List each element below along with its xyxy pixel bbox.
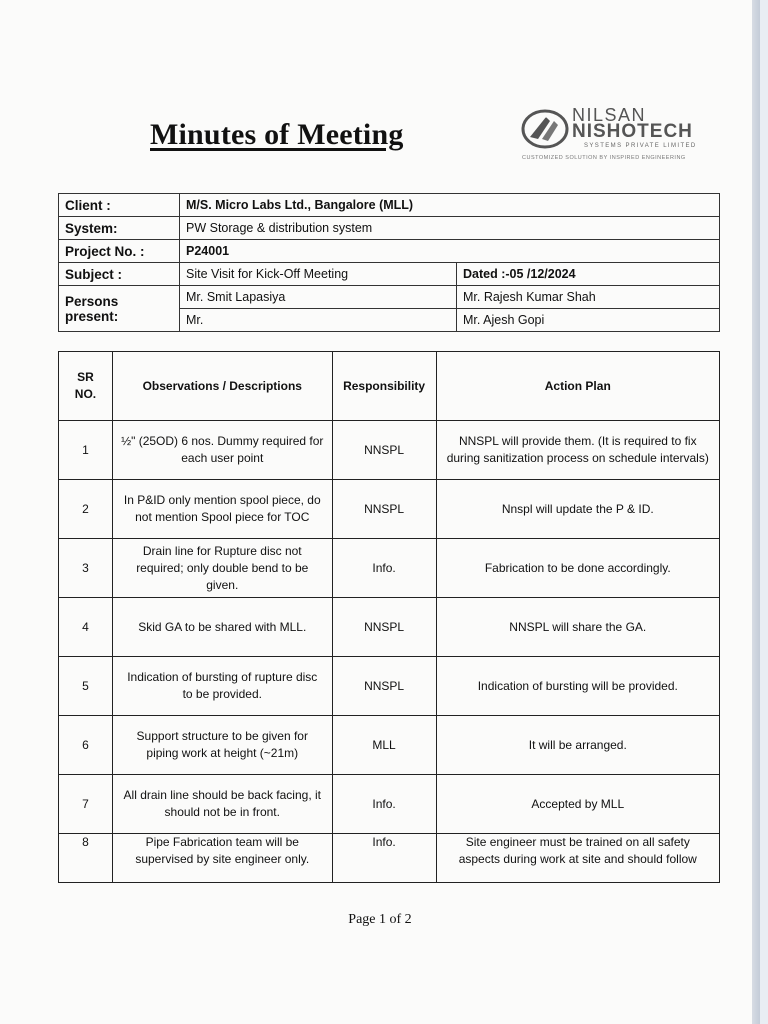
- table-row: [59, 657, 720, 716]
- subject-value: Site Visit for Kick-Off Meeting: [180, 263, 457, 286]
- project-value: P24001: [180, 240, 720, 263]
- row-action: Site engineer must be trained on all safety aspects during work at site and should follow: [436, 834, 719, 883]
- row-action: NNSPL will share the GA.: [436, 598, 719, 657]
- row-observation: All drain line should be back facing, it should not be in front.: [112, 775, 332, 834]
- person-name: Mr. Ajesh Gopi: [457, 309, 720, 332]
- row-observation: Drain line for Rupture disc not required; only double bend to be given.: [112, 539, 332, 598]
- person-name: Mr.: [180, 309, 457, 332]
- system-value: PW Storage & distribution system: [180, 217, 720, 240]
- header-sr-no: SR NO.: [59, 352, 113, 421]
- info-row-persons-1: [59, 286, 720, 309]
- logo-emblem-icon: [520, 107, 570, 151]
- system-label: System:: [59, 217, 180, 240]
- row-observation: In P&ID only mention spool piece, do not mention Spool piece for TOC: [112, 480, 332, 539]
- page-edge: [752, 0, 760, 1024]
- persons-label: Persons present:: [59, 286, 180, 332]
- client-value: M/S. Micro Labs Ltd., Bangalore (MLL): [180, 194, 720, 217]
- row-responsibility: NNSPL: [332, 598, 436, 657]
- person-name: Mr. Rajesh Kumar Shah: [457, 286, 720, 309]
- row-responsibility: NNSPL: [332, 421, 436, 480]
- row-observation: Support structure to be given for piping work at height (~21m): [112, 716, 332, 775]
- table-row: [59, 539, 720, 598]
- logo-tagline: CUSTOMIZED SOLUTION BY INSPIRED ENGINEERING: [522, 155, 686, 161]
- header-responsibility: Responsibility: [332, 352, 436, 421]
- table-header-row: [59, 352, 720, 421]
- document-title: Minutes of Meeting: [150, 118, 404, 151]
- row-sr: 3: [59, 539, 113, 598]
- row-responsibility: Info.: [332, 539, 436, 598]
- logo-line3: SYSTEMS PRIVATE LIMITED: [584, 143, 697, 149]
- table-row: [59, 480, 720, 539]
- meeting-info-table: [58, 193, 720, 332]
- row-sr: 5: [59, 657, 113, 716]
- row-action: NNSPL will provide them. (It is required to fix during sanitization process on schedule intervals): [436, 421, 719, 480]
- table-row: [59, 775, 720, 834]
- logo-line1: NILSAN: [572, 105, 647, 125]
- row-action: It will be arranged.: [436, 716, 719, 775]
- subject-label: Subject :: [59, 263, 180, 286]
- person-name: Mr. Smit Lapasiya: [180, 286, 457, 309]
- row-responsibility: NNSPL: [332, 480, 436, 539]
- row-sr: 7: [59, 775, 113, 834]
- info-row-project: [59, 240, 720, 263]
- row-sr: 1: [59, 421, 113, 480]
- logo-line2: NISHOTECH: [572, 121, 693, 142]
- row-action: Accepted by MLL: [436, 775, 719, 834]
- project-label: Project No. :: [59, 240, 180, 263]
- row-sr: 2: [59, 480, 113, 539]
- header-action-plan: Action Plan: [436, 352, 719, 421]
- page-number: Page 1 of 2: [348, 912, 412, 927]
- observations-table: [58, 351, 720, 883]
- info-row-system: [59, 217, 720, 240]
- row-action: Nnspl will update the P & ID.: [436, 480, 719, 539]
- row-responsibility: NNSPL: [332, 657, 436, 716]
- row-observation: Skid GA to be shared with MLL.: [112, 598, 332, 657]
- row-observation: ½" (25OD) 6 nos. Dummy required for each user point: [112, 421, 332, 480]
- row-action: Indication of bursting will be provided.: [436, 657, 719, 716]
- row-responsibility: Info.: [332, 775, 436, 834]
- company-logo: [520, 103, 710, 165]
- row-responsibility: MLL: [332, 716, 436, 775]
- header-observations: Observations / Descriptions: [112, 352, 332, 421]
- table-row: [59, 716, 720, 775]
- row-observation: Pipe Fabrication team will be supervised by site engineer only.: [112, 834, 332, 883]
- table-row: [59, 598, 720, 657]
- table-row: [59, 421, 720, 480]
- row-action: Fabrication to be done accordingly.: [436, 539, 719, 598]
- row-sr: 8: [59, 834, 113, 883]
- row-observation: Indication of bursting of rupture disc to be provided.: [112, 657, 332, 716]
- info-row-subject: [59, 263, 720, 286]
- info-row-client: [59, 194, 720, 217]
- client-label: Client :: [59, 194, 180, 217]
- meeting-date: Dated :-05 /12/2024: [457, 263, 720, 286]
- row-sr: 4: [59, 598, 113, 657]
- row-sr: 6: [59, 716, 113, 775]
- table-row: [59, 834, 720, 883]
- row-responsibility: Info.: [332, 834, 436, 883]
